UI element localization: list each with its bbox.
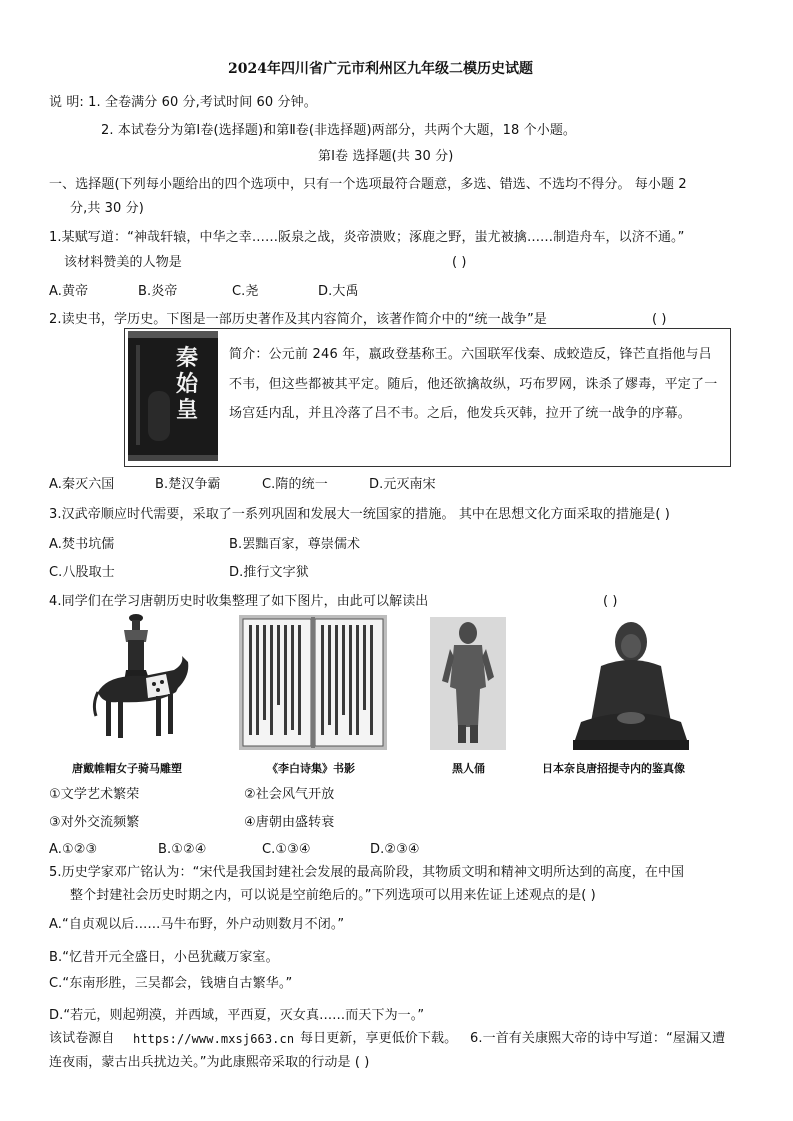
- q1-option-d: D.大禹: [318, 284, 359, 299]
- q4-answer-paren: ( ): [603, 594, 618, 609]
- q4-option-b: B.①②④: [158, 842, 207, 857]
- q2-option-b: B.楚汉争霸: [155, 477, 221, 492]
- q2-option-d: D.元灭南宋: [369, 477, 436, 492]
- q4-option-d: D.②③④: [370, 842, 420, 857]
- source-prefix: 该试卷源自: [49, 1031, 115, 1046]
- q1-option-b: B.炎帝: [138, 284, 178, 299]
- caption-jianzhen-statue: 日本奈良唐招提寺内的鉴真像: [542, 762, 685, 775]
- li-bai-poetry-book-image: [239, 615, 387, 750]
- q3-option-a: A.焚书坑儒: [49, 537, 115, 552]
- q4-statement-3: ③对外交流频繁: [49, 815, 140, 830]
- book-cover-image: [128, 331, 218, 461]
- page-title: 2024年四川省广元市利州区九年级二模历史试题: [228, 61, 533, 77]
- jianzhen-statue-image: [567, 614, 695, 754]
- q2-intro-text: 简介：公元前 246 年，嬴政登基称王。六国联军伐秦、成蛟造反，锋芒直指他与吕不韦，但这些都被其平定。随后，他还欲擒故纵，巧布罗网，诛杀了嫪毒，平定了一场宫廷内乱，并且冷落了吕不韦。之后，他发兵灭韩，拉开了统一战争的序幕。: [229, 347, 718, 421]
- q4-statement-2: ②社会风气开放: [244, 787, 335, 802]
- source-url-link[interactable]: https://www.mxsj663.cn: [133, 1032, 295, 1046]
- q4-option-c: C.①③④: [262, 842, 311, 857]
- book-cover-title: 秦始皇: [175, 345, 198, 423]
- q5-option-a: A.“自贞观以后……马牛布野，外户动则数月不闭。”: [49, 917, 345, 932]
- q2-option-c: C.隋的统一: [262, 477, 328, 492]
- source-suffix: 每日更新，享更低价下载。: [300, 1031, 458, 1046]
- q3-option-b: B.罢黜百家，尊崇儒术: [229, 537, 361, 552]
- q1-stem-line-1: 1.某赋写道：“神哉轩辕，中华之幸……阪泉之战，炎帝溃败；涿鹿之野，蚩尤被擒……制造舟车，以济不通。”: [49, 230, 685, 245]
- q3-option-d: D.推行文字狱: [229, 565, 309, 580]
- caption-li-bai-book: 《李白诗集》书影: [267, 762, 355, 775]
- caption-black-figurine: 黑人俑: [452, 762, 485, 775]
- q4-statement-4: ④唐朝由盛转衰: [244, 815, 335, 830]
- q3-stem: 3.汉武帝顺应时代需要，采取了一系列巩固和发展大一统国家的措施。 其中在思想文化方面采取的措施是( ): [49, 507, 670, 522]
- q3-option-c: C.八股取士: [49, 565, 115, 580]
- q1-stem-line-2: 该材料赞美的人物是: [64, 255, 182, 270]
- q2-stem: 2.读史书，学历史。下图是一部历史著作及其内容简介，该著作简介中的“统一战争”是: [49, 312, 547, 327]
- q5-option-d: D.“若元，则起朔漠，并西域，平西夏，灭女真……而天下为一。”: [49, 1008, 425, 1023]
- note-line-1: 说 明: 1. 全卷满分 60 分,考试时间 60 分钟。: [49, 95, 317, 110]
- q1-answer-paren: ( ): [452, 255, 467, 270]
- q4-stem: 4.同学们在学习唐朝历史时收集整理了如下图片，由此可以解读出: [49, 594, 429, 609]
- q5-stem-line-2: 整个封建社会历史时期之内，可以说是空前绝后的。”下列选项可以用来佐证上述观点的是( ): [70, 888, 596, 903]
- black-figurine-image: [430, 617, 506, 750]
- q5-stem-line-1: 5.历史学家邓广铭认为：“宋代是我国封建社会发展的最高阶段，其物质文明和精神文明所达到的高度，在中国: [49, 865, 685, 880]
- q5-option-b: B.“忆昔开元全盛日，小邑犹藏万家室。: [49, 950, 279, 965]
- instructions-line-2: 分,共 30 分): [70, 201, 144, 216]
- q2-answer-paren: ( ): [652, 312, 667, 327]
- q2-option-a: A.秦灭六国: [49, 477, 115, 492]
- instructions-line-1: 一、选择题(下列每小题给出的四个选项中，只有一个选项最符合题意，多选、错选、不选均不得分。 每小题 2: [49, 177, 687, 192]
- q4-option-a: A.①②③: [49, 842, 98, 857]
- note-line-2: 2. 本试卷分为第Ⅰ卷(选择题)和第Ⅱ卷(非选择题)两部分，共两个大题，18 个小题。: [101, 123, 577, 138]
- q6-stem-line-2: 连夜雨，蒙古出兵扰边关。”为此康熙帝采取的行动是 ( ): [49, 1055, 370, 1070]
- q5-option-c: C.“东南形胜，三吴都会，钱塘自古繁华。”: [49, 976, 293, 991]
- horse-rider-sculpture-image: [88, 612, 193, 747]
- section-title: 第Ⅰ卷 选择题(共 30 分): [318, 149, 454, 164]
- q1-option-a: A.黄帝: [49, 284, 89, 299]
- caption-horse-rider: 唐戴帷帽女子骑马雕塑: [72, 762, 182, 775]
- q1-option-c: C.尧: [232, 284, 259, 299]
- q6-stem-line-1: 6.一首有关康熙大帝的诗中写道：“屋漏又遭: [470, 1031, 726, 1046]
- q4-statement-1: ①文学艺术繁荣: [49, 787, 140, 802]
